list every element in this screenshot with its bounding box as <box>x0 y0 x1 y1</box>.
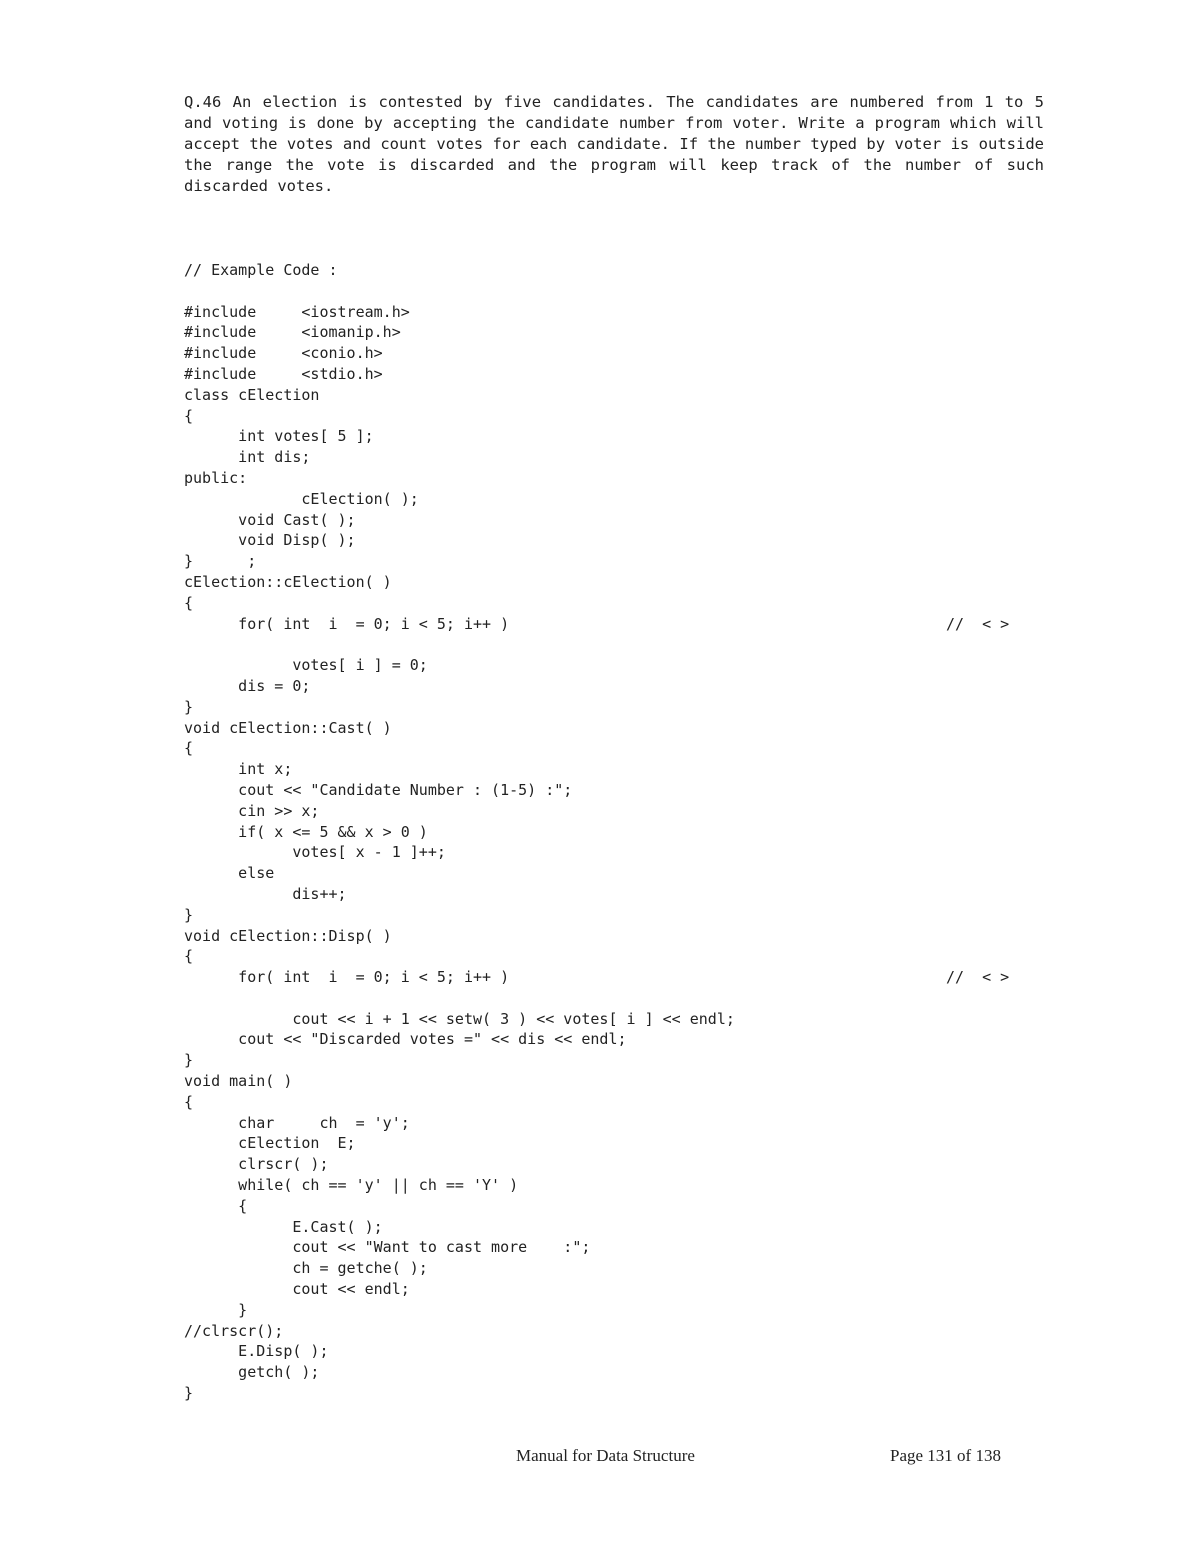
code-line <box>184 946 735 967</box>
code-line <box>184 281 735 302</box>
code-text: dis = 0; <box>184 676 311 695</box>
code-line <box>184 822 735 843</box>
code-line <box>184 530 735 551</box>
code-text: cout << i + 1 << setw( 3 ) << votes[ i ] << endl; <box>184 1009 735 1028</box>
code-text: void main( ) <box>184 1072 293 1091</box>
code-line <box>184 1175 735 1196</box>
code-line <box>184 926 735 947</box>
code-line <box>184 801 735 822</box>
question-text: Q.46 An election is contested by five candidates. The candidates are numbered from 1 to 5 and voting is done by accepting the candidate number from voter. Write a program which will accept the votes and count votes for each candidate. If the number typed by voter is outside the range the vote is discarded and the program will keep track of the number of such discarded votes. <box>184 93 1044 195</box>
code-text: int dis; <box>184 448 311 467</box>
code-line <box>184 1362 735 1383</box>
code-text: { <box>184 739 194 758</box>
code-text: cElection::cElection( ) <box>184 572 392 591</box>
code-text: //clrscr(); <box>184 1321 284 1340</box>
code-line <box>184 884 735 905</box>
code-text: } <box>184 1051 194 1070</box>
code-line <box>184 1154 735 1175</box>
code-line <box>184 385 735 406</box>
code-line <box>184 426 735 447</box>
code-line <box>184 1383 735 1404</box>
code-text: cout << endl; <box>184 1280 410 1299</box>
code-line <box>184 1071 735 1092</box>
code-text: // Example Code : <box>184 261 338 279</box>
code-text: E.Disp( ); <box>184 1342 329 1361</box>
code-text: for( int i = 0; i < 5; i++ ) <box>184 614 510 633</box>
code-text: char ch = 'y'; <box>184 1113 410 1132</box>
code-line <box>184 447 735 468</box>
page-number: Page 131 of 138 <box>890 1446 1001 1465</box>
code-text: { <box>184 1092 194 1111</box>
code-line <box>184 967 1010 988</box>
code-line <box>184 1237 735 1258</box>
code-text: int x; <box>184 760 293 779</box>
code-line <box>184 655 735 676</box>
code-text: dis++; <box>184 884 347 903</box>
code-text: class cElection <box>184 385 320 404</box>
code-text: } <box>184 905 194 924</box>
code-text: { <box>184 1196 248 1215</box>
code-text: while( ch == 'y' || ch == 'Y' ) <box>184 1176 519 1195</box>
code-line <box>184 1113 735 1134</box>
code-line <box>184 489 735 510</box>
code-text: ch = getche( ); <box>184 1259 428 1278</box>
code-text: #include <iomanip.h> <box>184 323 401 342</box>
code-text: votes[ x - 1 ]++; <box>184 843 446 862</box>
code-line <box>184 302 735 323</box>
code-line <box>184 863 735 884</box>
code-line <box>184 551 735 572</box>
code-text: clrscr( ); <box>184 1155 329 1174</box>
code-text: } <box>184 1384 194 1403</box>
code-text: void cElection::Disp( ) <box>184 926 392 945</box>
code-line <box>184 718 735 739</box>
code-line <box>184 468 735 489</box>
code-line <box>184 1196 735 1217</box>
code-line <box>184 593 735 614</box>
code-line <box>184 364 735 385</box>
code-text: { <box>184 406 194 425</box>
code-text: for( int i = 0; i < 5; i++ ) <box>184 968 510 987</box>
code-text: { <box>184 593 194 612</box>
code-line <box>184 1279 735 1300</box>
code-line <box>184 1050 735 1071</box>
code-text: } <box>184 1300 248 1319</box>
code-text: #include <conio.h> <box>184 344 383 363</box>
code-line <box>184 738 735 759</box>
code-text: if( x <= 5 && x > 0 ) <box>184 822 428 841</box>
code-text: cElection( ); <box>184 489 419 508</box>
code-text: int votes[ 5 ]; <box>184 427 374 446</box>
footer-title: Manual for Data Structure <box>516 1446 695 1465</box>
code-line <box>184 780 735 801</box>
code-line <box>184 1258 735 1279</box>
code-text: else <box>184 864 275 883</box>
code-line <box>184 406 735 427</box>
code-line <box>184 322 735 343</box>
code-line <box>184 1300 735 1321</box>
code-text: cElection E; <box>184 1134 356 1153</box>
code-line <box>184 1092 735 1113</box>
code-text: } ; <box>184 552 257 571</box>
code-text: E.Cast( ); <box>184 1217 383 1236</box>
code-line <box>184 510 735 531</box>
code-text: votes[ i ] = 0; <box>184 656 428 675</box>
code-line <box>184 1133 735 1154</box>
code-line <box>184 1217 735 1238</box>
code-comment: // < > <box>946 614 1010 633</box>
code-line <box>184 572 735 593</box>
code-text: void Disp( ); <box>184 531 356 550</box>
code-text: { <box>184 947 194 966</box>
code-line <box>184 842 735 863</box>
code-line <box>184 759 735 780</box>
code-line <box>184 1341 735 1362</box>
code-line <box>184 1029 735 1050</box>
code-text: cout << "Candidate Number : (1-5) :"; <box>184 780 573 799</box>
code-line <box>184 343 735 364</box>
code-line <box>184 614 1010 635</box>
code-line <box>184 676 735 697</box>
code-line <box>184 1321 735 1342</box>
code-text: cout << "Want to cast more :"; <box>184 1238 591 1257</box>
code-text: #include <iostream.h> <box>184 302 410 321</box>
code-comment: // < > <box>946 968 1010 987</box>
code-text: #include <stdio.h> <box>184 364 383 383</box>
code-line <box>184 988 735 1009</box>
code-line <box>184 1009 735 1030</box>
code-text: getch( ); <box>184 1363 320 1382</box>
code-text: void cElection::Cast( ) <box>184 718 392 737</box>
code-text: void Cast( ); <box>184 510 356 529</box>
code-text: } <box>184 697 194 716</box>
code-line <box>184 697 735 718</box>
code-line <box>184 260 735 281</box>
code-text: public: <box>184 468 248 487</box>
code-text: cout << "Discarded votes =" << dis << endl; <box>184 1030 627 1049</box>
code-block <box>184 260 1010 1404</box>
code-text: cin >> x; <box>184 801 320 820</box>
code-line <box>184 905 735 926</box>
code-line <box>184 634 735 655</box>
